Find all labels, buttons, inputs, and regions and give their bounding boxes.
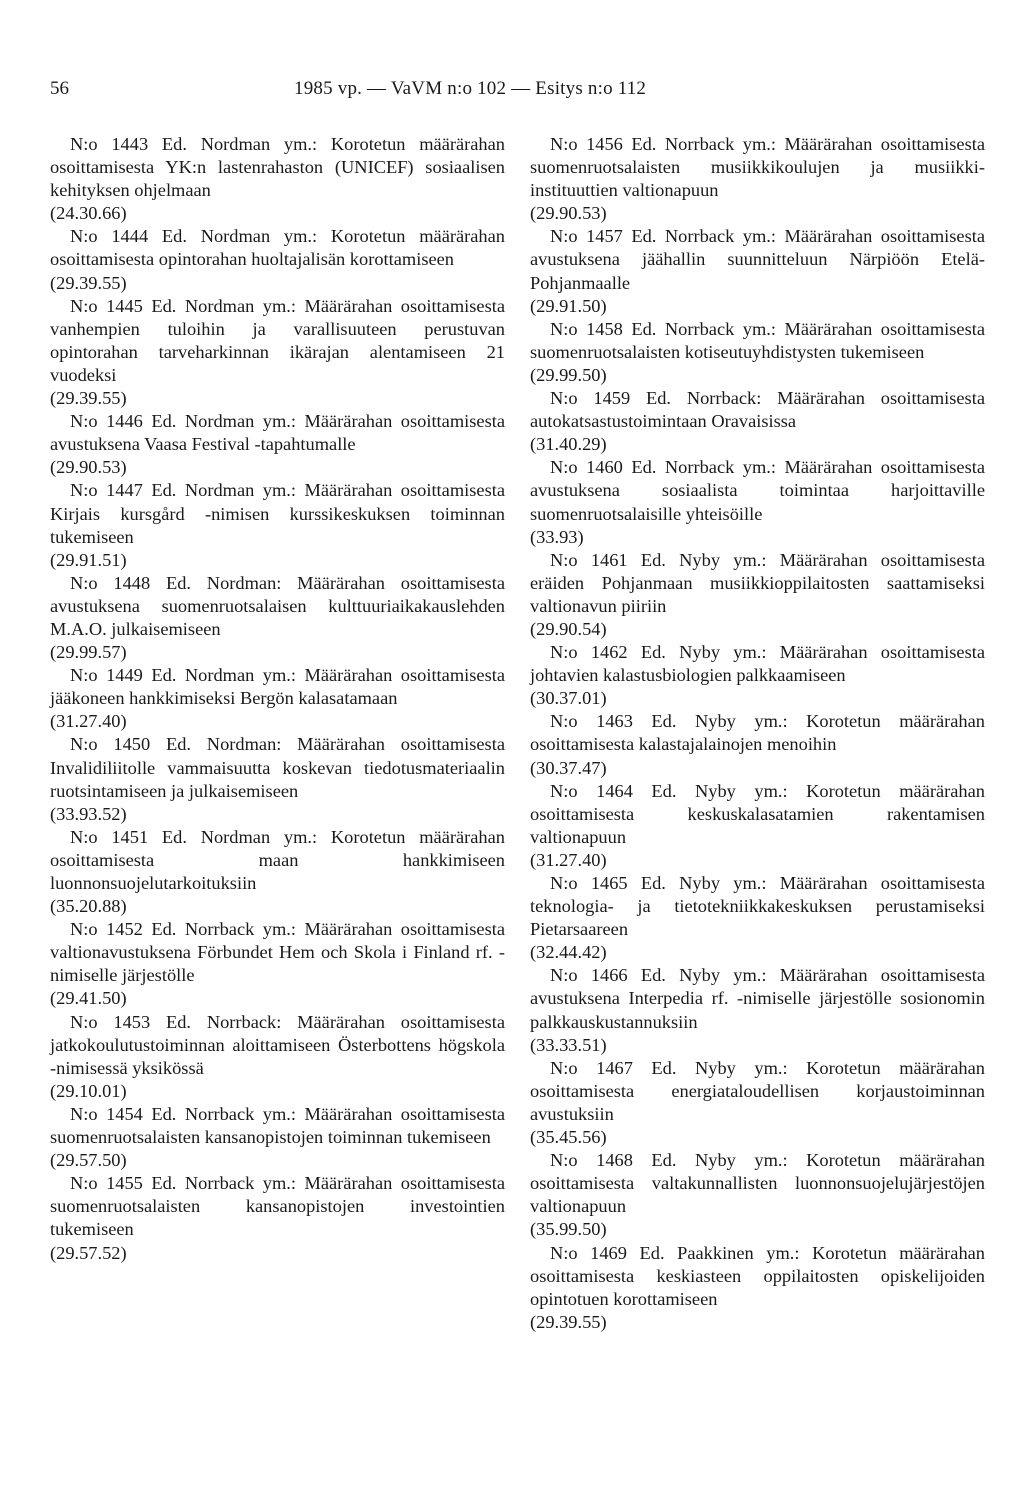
- motion-text: N:o 1444 Ed. Nordman ym.: Korotetun määrärahan osoittamisesta opintorahan huoltajalisän korottamiseen: [50, 226, 505, 270]
- budget-code: (29.10.01): [50, 1080, 127, 1101]
- motion-entry: [50, 225, 505, 294]
- motion-entry: [530, 780, 985, 872]
- motion-text: N:o 1456 Ed. Norrback ym.: Määrärahan osoittamisesta suomenruotsalaisten musiikkikoulujen ja musiikki-instituuttien valtionapuun: [530, 134, 985, 201]
- motion-text: N:o 1467 Ed. Nyby ym.: Korotetun määrärahan osoittamisesta energiataloudellisen korjaustoiminnan avustuksiin: [530, 1057, 985, 1124]
- budget-code: (31.27.40): [530, 849, 607, 870]
- budget-code: (29.57.52): [50, 1242, 127, 1263]
- motion-entry: [530, 133, 985, 225]
- motion-text: N:o 1447 Ed. Nordman ym.: Määrärahan osoittamisesta Kirjais kursgård -nimisen kurssikeskuksen toiminnan tukemiseen: [50, 480, 505, 547]
- budget-code: (29.39.55): [530, 1311, 607, 1332]
- budget-code: (31.40.29): [530, 434, 607, 455]
- budget-code: (33.93): [530, 526, 584, 547]
- motion-entry: [50, 410, 505, 479]
- motion-text: N:o 1453 Ed. Norrback: Määrärahan osoittamisesta jatkokoulutustoiminnan aloittamiseen Österbottens högskola -nimisessä yksikössä: [50, 1011, 505, 1078]
- motion-entry: [50, 1103, 505, 1172]
- motion-entry: [50, 133, 505, 225]
- motion-entry: [530, 225, 985, 317]
- budget-code: (35.20.88): [50, 896, 127, 917]
- motion-entry: [530, 964, 985, 1056]
- motion-text: N:o 1468 Ed. Nyby ym.: Korotetun määrärahan osoittamisesta valtakunnallisten luonnonsuojelujärjestöjen valtionapuun: [530, 1150, 985, 1217]
- motion-entry: [50, 826, 505, 918]
- motion-text: N:o 1461 Ed. Nyby ym.: Määrärahan osoittamisesta eräiden Pohjanmaan musiikkioppilaitosten saattamiseksi valtionavun piiriin: [530, 549, 985, 616]
- budget-code: (29.39.55): [50, 388, 127, 409]
- motion-text: N:o 1458 Ed. Norrback ym.: Määrärahan osoittamisesta suomenruotsalaisten kotiseutuyhdistysten tukemiseen: [530, 318, 985, 362]
- motion-entry: [50, 664, 505, 733]
- budget-code: (29.99.57): [50, 642, 127, 663]
- motion-text: N:o 1443 Ed. Nordman ym.: Korotetun määrärahan osoittamisesta YK:n lastenrahaston (UNICEF) sosiaalisen kehityksen ohjelmaan: [50, 134, 505, 201]
- motion-entry: [530, 1057, 985, 1149]
- budget-code: (29.41.50): [50, 988, 127, 1009]
- budget-code: (29.39.55): [50, 272, 127, 293]
- motion-entry: [530, 710, 985, 779]
- budget-code: (29.90.53): [530, 203, 607, 224]
- motion-text: N:o 1454 Ed. Norrback ym.: Määrärahan osoittamisesta suomenruotsalaisten kansanopistojen toiminnan tukemiseen: [50, 1103, 505, 1148]
- motion-entry: [530, 549, 985, 641]
- motion-text: N:o 1446 Ed. Nordman ym.: Määrärahan osoittamisesta avustuksena Vaasa Festival -tapahtumalle: [50, 411, 505, 455]
- motion-text: N:o 1464 Ed. Nyby ym.: Korotetun määrärahan osoittamisesta keskuskalasatamien rakentamisen valtionapuun: [530, 780, 985, 847]
- budget-code: (32.44.42): [530, 942, 607, 963]
- page-header: [50, 78, 970, 104]
- motion-entry: [530, 387, 985, 456]
- budget-code: (30.37.01): [530, 688, 607, 709]
- motion-text: N:o 1450 Ed. Nordman: Määrärahan osoittamisesta Invalidiliitolle vammaisuutta koskevan tiedotusmateriaalin ruotsintamiseen ja julkaisemiseen: [50, 734, 505, 801]
- budget-code: (29.57.50): [50, 1150, 127, 1171]
- motion-entry: [530, 641, 985, 710]
- motion-entry: [50, 1011, 505, 1103]
- motion-entry: [530, 456, 985, 548]
- motion-entry: [50, 918, 505, 1010]
- motion-text: N:o 1459 Ed. Norrback: Määrärahan osoittamisesta autokatsastustoimintaan Oravaisissa: [530, 388, 985, 432]
- motion-text: N:o 1452 Ed. Norrback ym.: Määrärahan osoittamisesta valtionavustuksena Förbundet Hem och Skola i Finland rf. -nimiselle järjestölle: [50, 919, 505, 986]
- right-column: [530, 133, 985, 1334]
- motion-text: N:o 1451 Ed. Nordman ym.: Korotetun määrärahan osoittamisesta maan hankkimiseen luonnonsuojelutarkoituksiin: [50, 826, 505, 893]
- motion-entry: [530, 872, 985, 964]
- motion-entry: [530, 318, 985, 387]
- motion-text: N:o 1462 Ed. Nyby ym.: Määrärahan osoittamisesta johtavien kalastusbiologien palkkaamiseen: [530, 642, 985, 686]
- motion-entry: [50, 733, 505, 825]
- page-number: 56: [50, 78, 69, 99]
- motion-entry: [530, 1149, 985, 1241]
- motion-text: N:o 1445 Ed. Nordman ym.: Määrärahan osoittamisesta vanhempien tuloihin ja varallisuuteen perustuvan opintorahan tarveharkinnan ikärajan alentamiseen 21 vuodeksi: [50, 295, 505, 385]
- budget-code: (33.93.52): [50, 803, 127, 824]
- budget-code: (24.30.66): [50, 203, 127, 224]
- running-title: 1985 vp. — VaVM n:o 102 — Esitys n:o 112: [294, 78, 647, 99]
- motion-text: N:o 1449 Ed. Nordman ym.: Määrärahan osoittamisesta jääkoneen hankkimiseksi Bergön kalasatamaan: [50, 665, 505, 709]
- budget-code: (35.45.56): [530, 1127, 607, 1148]
- budget-code: (29.90.54): [530, 618, 607, 639]
- budget-code: (29.91.51): [50, 549, 127, 570]
- motion-text: N:o 1463 Ed. Nyby ym.: Korotetun määrärahan osoittamisesta kalastajalainojen menoihin: [530, 711, 985, 755]
- motion-entry: [50, 1172, 505, 1264]
- motion-text: N:o 1455 Ed. Norrback ym.: Määrärahan osoittamisesta suomenruotsalaisten kansanopistojen investointien tukemiseen: [50, 1173, 505, 1240]
- budget-code: (29.99.50): [530, 364, 607, 385]
- budget-code: (30.37.47): [530, 757, 607, 778]
- motion-text: N:o 1460 Ed. Norrback ym.: Määrärahan osoittamisesta avustuksena sosiaalista toimintaa harjoittaville suomenruotsalaisille yhteisöille: [530, 457, 985, 524]
- motion-entry: [50, 295, 505, 410]
- motion-text: N:o 1465 Ed. Nyby ym.: Määrärahan osoittamisesta teknologia- ja tietotekniikkakeskuksen perustamiseksi Pietarsaareen: [530, 873, 985, 940]
- motion-text: N:o 1457 Ed. Norrback ym.: Määrärahan osoittamisesta avustuksena jäähallin suunnitteluun Närpiöön Etelä-Pohjanmaalle: [530, 226, 985, 293]
- motion-entry: [50, 479, 505, 571]
- motion-text: N:o 1469 Ed. Paakkinen ym.: Korotetun määrärahan osoittamisesta keskiasteen oppilaitosten opiskelijoiden opintotuen korottamiseen: [530, 1242, 985, 1309]
- motion-entry: [530, 1242, 985, 1334]
- motion-text: N:o 1466 Ed. Nyby ym.: Määrärahan osoittamisesta avustuksena Interpedia rf. -nimiselle järjestölle sosionomin palkkauskustannuksiin: [530, 965, 985, 1032]
- motion-text: N:o 1448 Ed. Nordman: Määrärahan osoittamisesta avustuksena suomenruotsalaisen kulttuuriaikakauslehden M.A.O. julkaisemiseen: [50, 572, 505, 639]
- motion-entry: [50, 572, 505, 664]
- budget-code: (29.90.53): [50, 457, 127, 478]
- budget-code: (33.33.51): [530, 1034, 607, 1055]
- budget-code: (29.91.50): [530, 295, 607, 316]
- budget-code: (35.99.50): [530, 1219, 607, 1240]
- left-column: [50, 133, 505, 1265]
- budget-code: (31.27.40): [50, 711, 127, 732]
